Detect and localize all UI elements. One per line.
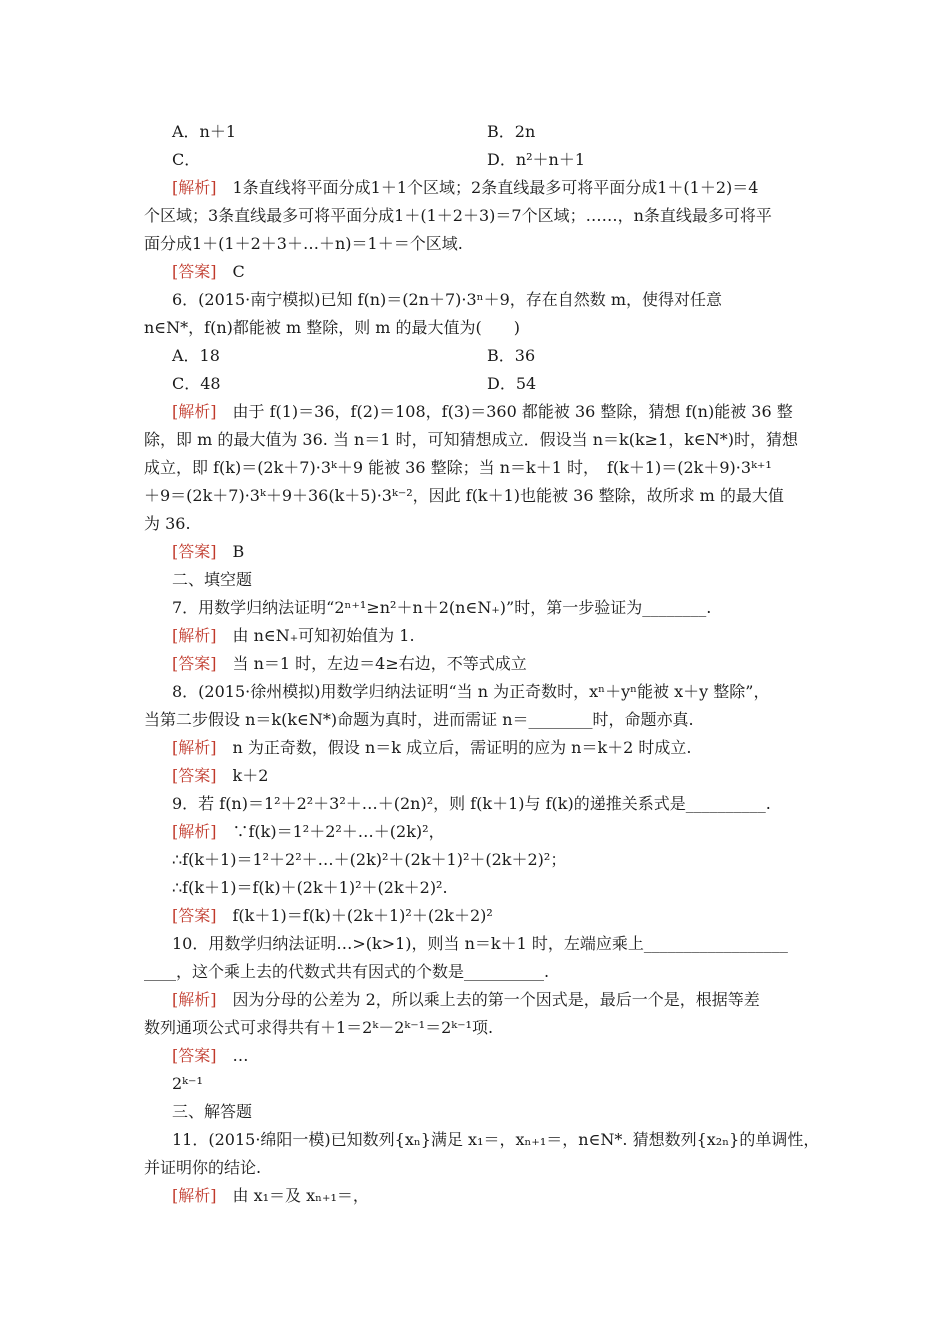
body-line: 面分成1＋(1＋2＋3＋…＋n)＝1＋＝个区域. (144, 234, 463, 253)
analysis-line: [解析] n 为正奇数，假设 n＝k 成立后，需证明的应为 n＝k＋2 时成立. (172, 738, 692, 757)
analysis-line: [解析] 由 x₁＝及 xₙ₊₁＝， (172, 1186, 369, 1205)
analysis-line: [解析] 1条直线将平面分成1＋1个区域；2条直线最多可将平面分成1＋(1＋2)＝4 (172, 178, 759, 197)
analysis-line: [解析] 因为分母的公差为 2，所以乘上去的第一个因式是，最后一个是，根据等差 (172, 990, 760, 1009)
body-line: 个区域；3条直线最多可将平面分成1＋(1＋2＋3)＝7个区域；……，n条直线最多可将平 (144, 206, 772, 225)
analysis-line: [解析] 由于 f(1)＝36，f(2)＝108，f(3)＝360 都能被 36 整除，猜想 f(n)能被 36 整 (172, 402, 793, 421)
question-11: 11．(2015·绵阳一模)已知数列{xₙ}满足 x₁＝，xₙ₊₁＝，n∈N*. 猜想数列{x₂ₙ}的单调性， (172, 1130, 820, 1149)
body-line: 并证明你的结论. (144, 1158, 262, 1177)
answer-continuation: 2ᵏ⁻¹ (172, 1074, 203, 1093)
body-line: ＋9＝(2k＋7)·3ᵏ＋9＋36(k＋5)·3ᵏ⁻²，因此 f(k＋1)也能被 36 整除，故所求 m 的最大值 (144, 486, 784, 505)
body-line: ∴f(k＋1)＝f(k)＋(2k＋1)²＋(2k＋2)². (172, 878, 448, 897)
body-line: 除，即 m 的最大值为 36. 当 n＝1 时，可知猜想成立．假设当 n＝k(k≥1，k∈N*)时，猜想 (144, 430, 799, 449)
answer-line: [答案] f(k＋1)＝f(k)＋(2k＋1)²＋(2k＋2)² (172, 906, 493, 925)
section-heading: 二、填空题 (172, 570, 253, 589)
option-d: D．54 (487, 374, 537, 393)
section-heading: 三、解答题 (172, 1102, 253, 1121)
body-line: ____，这个乘上去的代数式共有因式的个数是__________. (144, 962, 550, 981)
analysis-line: [解析] 由 n∈N₊可知初始值为 1. (172, 626, 415, 645)
analysis-line: [解析] ∵f(k)＝1²＋2²＋…＋(2k)²， (172, 822, 445, 841)
option-a: A．n＋1 (172, 122, 237, 141)
body-line: ∴f(k＋1)＝1²＋2²＋…＋(2k)²＋(2k＋1)²＋(2k＋2)²； (172, 850, 567, 869)
option-c: C．48 (172, 374, 221, 393)
answer-line: [答案] 当 n＝1 时，左边＝4≥右边，不等式成立 (172, 654, 527, 673)
option-a: A．18 (172, 346, 220, 365)
answer-line: [答案] B (172, 542, 245, 561)
question-9: 9．若 f(n)＝1²＋2²＋3²＋…＋(2n)²，则 f(k＋1)与 f(k)的递推关系式是__________. (172, 794, 771, 813)
option-b: B．2n (487, 122, 536, 141)
question-7: 7．用数学归纳法证明“2ⁿ⁺¹≥n²＋n＋2(n∈N₊)”时，第一步验证为________. (172, 598, 712, 617)
question-10: 10．用数学归纳法证明…>(k>1)，则当 n＝k＋1 时，左端应乘上__________________ (172, 934, 788, 953)
answer-line: [答案] k＋2 (172, 766, 269, 785)
answer-line: [答案] C (172, 262, 245, 281)
body-line: 为 36. (144, 514, 191, 533)
option-d: D．n²＋n＋1 (487, 150, 586, 169)
answer-line: [答案] … (172, 1046, 249, 1065)
body-line: 当第二步假设 n＝k(k∈N*)命题为真时，进而需证 n＝________时，命题亦真. (144, 710, 694, 729)
option-b: B．36 (487, 346, 536, 365)
question-6: 6．(2015·南宁模拟)已知 f(n)＝(2n＋7)·3ⁿ＋9，存在自然数 m，使得对任意 (172, 290, 723, 309)
body-line: 数列通项公式可求得共有＋1＝2ᵏ－2ᵏ⁻¹＝2ᵏ⁻¹项. (144, 1018, 494, 1037)
body-line: 成立，即 f(k)＝(2k＋7)·3ᵏ＋9 能被 36 整除；当 n＝k＋1 时， f(k＋1)＝(2k＋9)·3ᵏ⁺¹ (144, 458, 772, 477)
body-line: n∈N*，f(n)都能被 m 整除，则 m 的最大值为( ) (144, 318, 521, 337)
question-8: 8．(2015·徐州模拟)用数学归纳法证明“当 n 为正奇数时，xⁿ＋yⁿ能被 x＋y 整除”， (172, 682, 770, 701)
option-c: C． (172, 150, 201, 169)
